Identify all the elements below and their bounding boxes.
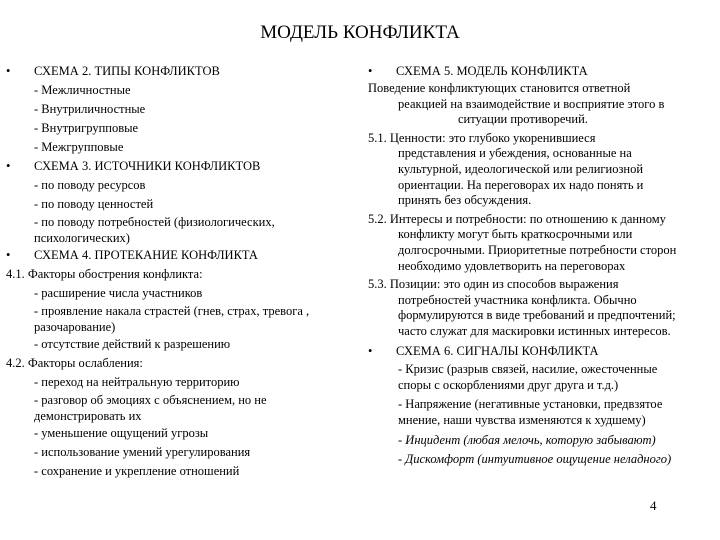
list-item: - проявление накала страстей (гнев, страх, тревога , <box>34 304 310 318</box>
list-item: - использование умений урегулирования <box>34 445 251 459</box>
intro-paragraph: Поведение конфликтующих становится ответной реакцией на взаимодействие и восприятие этого в ситуации противоречий. <box>368 81 665 127</box>
list-item-continuation: демонстрировать их <box>34 409 142 423</box>
list-item: - Внутриличностные <box>34 102 146 116</box>
right-column <box>368 62 718 469</box>
bullet-icon: • <box>6 248 11 262</box>
list-item: - Межличностные <box>34 83 131 97</box>
bullet-icon: • <box>6 159 11 173</box>
list-item: - расширение числа участников <box>34 286 203 300</box>
left-column <box>6 62 351 481</box>
list-item: - Внутригрупповые <box>34 121 139 135</box>
bullet-icon: • <box>368 64 373 78</box>
page-title: МОДЕЛЬ КОНФЛИКТА <box>260 22 460 43</box>
subsection-heading: 4.1. Факторы обострения конфликта: <box>6 267 203 281</box>
signal-discomfort: - Дискомфорт (интуитивное ощущение неладного) <box>398 451 672 466</box>
list-item: - по поводу потребностей (физиологических, <box>34 215 275 229</box>
schema-5-heading: • СХЕМА 5. МОДЕЛЬ КОНФЛИКТА <box>368 62 718 81</box>
list-item: - уменьшение ощущений угрозы <box>34 426 209 440</box>
schema-3-heading: • СХЕМА 3. ИСТОЧНИКИ КОНФЛИКТОВ <box>6 157 351 176</box>
signal-incident: - Инцидент (любая мелочь, которую забывают) <box>398 432 656 447</box>
list-item: - отсутствие действий к разрешению <box>34 337 231 351</box>
signal-tension: - Напряжение (негативные установки, предвзятое мнение, наши чувства изменяются к худшему) <box>398 396 663 427</box>
list-item-continuation: психологических) <box>34 231 130 245</box>
subsection-heading: 4.2. Факторы ослабления: <box>6 356 143 370</box>
page-number: 4 <box>650 498 657 513</box>
list-item: - сохранение и укрепление отношений <box>34 464 240 478</box>
schema-6-heading: • СХЕМА 6. СИГНАЛЫ КОНФЛИКТА <box>368 342 718 361</box>
positions-paragraph: 5.3. Позиции: это один из способов выражения потребностей участника конфликта. Обычно формулируются в виде требований и предпочтений; часто служат для маскировки истинных интересов. <box>368 277 676 338</box>
bullet-icon: • <box>368 343 373 358</box>
list-item: - по поводу ресурсов <box>34 178 146 192</box>
list-item: - по поводу ценностей <box>34 197 154 211</box>
schema-4-heading: • СХЕМА 4. ПРОТЕКАНИЕ КОНФЛИКТА <box>6 246 351 265</box>
values-paragraph: 5.1. Ценности: это глубоко укоренившиеся представления и убеждения, основанные на культурной, идеологической или религиозной ориентации. На переговорах их надо понять и принять без обсуждения. <box>368 130 644 208</box>
list-item: - переход на нейтральную территорию <box>34 375 240 389</box>
signal-crisis: - Кризис (разрыв связей, насилие, ожесточенные споры с оскорблениями друг друга и т.д.) <box>398 361 658 392</box>
list-item: - разговор об эмоциях с объяснением, но не <box>34 393 267 407</box>
interests-paragraph: 5.2. Интересы и потребности: по отношению к данному конфликту могут быть краткосрочными или долгосрочными. Приоритетные потребности сторон необходимо удовлетворить на переговорах <box>368 211 677 273</box>
bullet-icon: • <box>6 64 11 78</box>
list-item: - Межгрупповые <box>34 140 124 154</box>
schema-2-heading: • СХЕМА 2. ТИПЫ КОНФЛИКТОВ <box>6 62 351 81</box>
list-item-continuation: разочарование) <box>34 320 116 334</box>
